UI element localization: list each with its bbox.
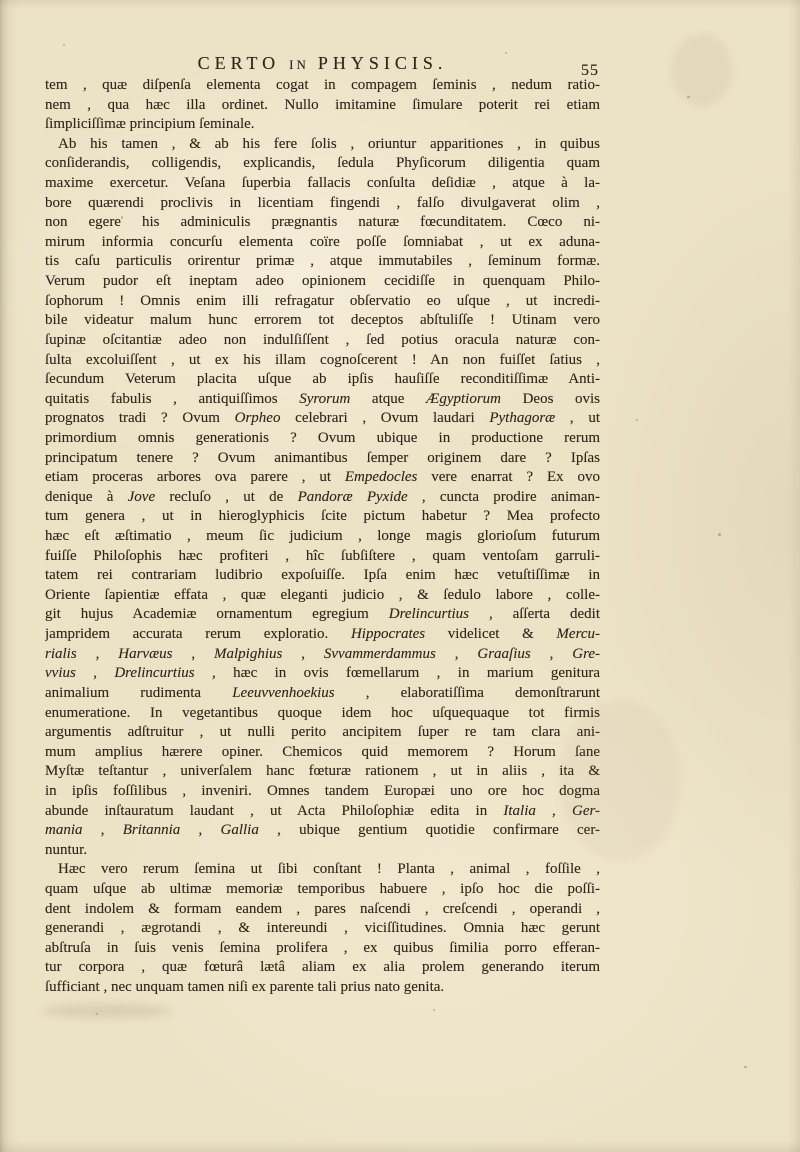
text-run: , <box>535 802 572 819</box>
paper-speckle <box>636 419 638 421</box>
text-run: bile videatur malum hunc errorem tot deceptos abſtuliſſe ! Utinam vero <box>45 312 600 329</box>
text-run: tis caſu particulis orirentur primæ , atque immutabiles , ſeminum formæ. <box>45 253 600 270</box>
text-run: bore quærendi proclivis in licentiam fingendi , falſo divulgaverat olim , <box>45 194 600 211</box>
paper-speckle <box>63 44 65 46</box>
text-run: celebrari , Ovum laudari <box>280 410 490 427</box>
text-run: quam uſque ab ultimæ memoriæ temporibus habuere , ipſo hoc die poſſi- <box>45 880 600 897</box>
italic-text-run: Jove <box>127 488 156 505</box>
text-run: , <box>180 822 221 839</box>
text-line <box>45 194 600 214</box>
text-line <box>45 743 600 763</box>
italic-text-run: Leeuvvenhoekius <box>232 684 335 701</box>
text-run: etiam proceras arbores ova parere , ut <box>45 469 345 486</box>
text-line <box>45 978 600 998</box>
page-body-text <box>45 76 600 998</box>
italic-text-run: Syrorum <box>299 390 351 407</box>
text-line <box>45 782 600 802</box>
text-line <box>45 547 600 567</box>
text-run: enumeratione. In vegetantibus quoque idem hoc uſquequaque tot firmis <box>45 704 600 721</box>
text-line <box>45 468 600 488</box>
italic-text-run: Ægyptiorum <box>426 390 501 407</box>
text-line <box>45 449 600 469</box>
text-line <box>45 821 600 841</box>
paper-speckle <box>121 216 123 219</box>
running-header <box>45 53 600 74</box>
running-header-word: IN <box>289 57 309 72</box>
text-run: , <box>530 645 573 662</box>
text-line <box>45 704 600 724</box>
text-line <box>45 939 600 959</box>
italic-text-run: rialis <box>45 645 77 662</box>
text-line <box>45 115 600 135</box>
text-run: , <box>75 665 115 682</box>
italic-text-run: Gre- <box>572 645 600 662</box>
text-run: Ab his tamen , & ab his fere ſolis , oriuntur apparitiones , in quibus <box>58 135 600 152</box>
text-run: , <box>282 645 324 662</box>
paper-stain <box>560 700 680 860</box>
text-run: , ubique gentium quotidie confirmare cer- <box>258 822 600 839</box>
text-run: , cuncta prodire animan- <box>407 488 600 505</box>
text-line <box>45 586 600 606</box>
text-run: , <box>435 645 478 662</box>
text-line <box>45 605 600 625</box>
text-run: atque <box>350 390 426 407</box>
italic-text-run: Italia <box>503 802 536 819</box>
text-line <box>45 919 600 939</box>
italic-text-run: Ger- <box>571 802 600 819</box>
italic-text-run: Malpighius <box>213 645 283 662</box>
text-run: ſupinæ oſcitantiæ adeo non indulſiſſent , ſed potius oracula naturæ con- <box>45 331 600 348</box>
text-run: Myſtæ teſtantur , univerſalem hanc fœturæ rationem , ut in aliis , ita & <box>45 763 600 780</box>
text-line <box>45 625 600 645</box>
text-run: denique à <box>45 488 128 505</box>
text-run: ſulta excoluiſſent , ut ex his illam cognoſcerent ! An non fuiſſet ſatius , <box>45 351 600 368</box>
paper-speckle <box>433 1009 435 1011</box>
text-run: recluſo , ut de <box>155 488 298 505</box>
text-run: , <box>76 645 119 662</box>
text-run: Hæc vero rerum ſemina ut ſibi conſtant ! Planta , animal , foſſile , <box>58 861 600 878</box>
text-line <box>45 802 600 822</box>
italic-text-run: Hippocrates <box>350 626 426 643</box>
running-header-word: PHYSICIS. <box>317 53 448 73</box>
text-line <box>45 664 600 684</box>
italic-text-run: Svvammerdammus <box>323 645 436 662</box>
text-line <box>45 527 600 547</box>
text-run: fuiſſe Philoſophis hæc profiteri , hîc ſubſiſtere , quam ventoſam garruli- <box>45 547 600 564</box>
text-run: , aſſerta dedit <box>469 606 600 623</box>
text-run: ſufficiant , nec unquam tamen niſi ex parente tali prius nato genita. <box>45 979 445 996</box>
italic-text-run: Harvæus <box>118 645 173 662</box>
text-run: Verum pudor eſt ineptam adeo opinionem cecidiſſe in quenquam Philo- <box>45 273 600 290</box>
text-line <box>45 900 600 920</box>
paragraph <box>45 76 600 135</box>
italic-text-run: Gallia <box>220 822 259 839</box>
text-line <box>45 154 600 174</box>
text-line <box>45 409 600 429</box>
text-line <box>45 370 600 390</box>
text-run: in ipſis foſſilibus , inveniri. Omnes tandem Europæi uno ore hoc dogma <box>45 782 600 799</box>
text-run: ſophorum ! Omnis enim illi refragatur obſervatio eo uſque , ut incredi- <box>45 292 600 309</box>
text-run: abſtruſa in ſuis venis ſemina prolifera , ex quibus ſimilia porro efferan- <box>45 939 600 956</box>
text-run: ſimpliciſſimæ principium ſeminale. <box>45 116 255 133</box>
italic-text-run: Drelincurtius <box>388 606 470 623</box>
ink-showthrough-stain <box>42 1004 172 1018</box>
text-line <box>45 566 600 586</box>
text-line <box>45 860 600 880</box>
text-run: animalium rudimenta <box>45 684 233 701</box>
text-run: conſiderandis, colligendis, explicandis, ſedula Phyſicorum diligentia quam <box>45 155 600 172</box>
text-run: , <box>82 822 123 839</box>
italic-text-run: Graaſius <box>477 645 531 662</box>
text-run: vere enarrat ? Ex ovo <box>417 469 600 486</box>
text-run: tur corpora , quæ fœturâ lætâ aliam ex alia prolem generando iterum <box>45 959 600 976</box>
text-line <box>45 958 600 978</box>
paper-stain <box>672 34 732 106</box>
text-run: argumentis adſtruitur , ut nulli perito ancipitem ſuper re tam clara ani- <box>45 724 600 741</box>
text-run: jampridem accurata rerum exploratio. <box>45 626 351 643</box>
text-line <box>45 96 600 116</box>
text-run: primordium omnis generationis ? Ovum ubique in productione rerum <box>45 429 600 446</box>
text-line <box>45 292 600 312</box>
paper-speckle <box>744 1066 747 1068</box>
text-run: quitatis fabulis , antiquiſſimos <box>45 390 300 407</box>
text-line <box>45 488 600 508</box>
italic-text-run: Drelincurtius <box>114 665 195 682</box>
text-run: principatum tenere ? Ovum animantibus ſemper originem dare ? Ipſas <box>45 449 600 466</box>
text-line <box>45 645 600 665</box>
text-line <box>45 135 600 155</box>
text-run: tum genera , ut in hieroglyphicis ſcite pictum habetur ? Mea profecto <box>45 508 600 525</box>
text-line <box>45 880 600 900</box>
italic-text-run: Britannia <box>122 822 181 839</box>
text-run: Oriente ſapientiæ effata , quæ eleganti judicio , & ſedulo labore , colle- <box>45 586 600 603</box>
text-run: abunde inſtauratum laudant , ut Acta Philoſophiæ edita in <box>45 802 504 819</box>
text-run: generandi , ægrotandi , & intereundi , viciſſitudines. Omnia hæc gerunt <box>45 920 600 937</box>
text-run: mum amplius hærere opiner. Chemicos quid memorem ? Horum ſane <box>45 743 600 760</box>
italic-text-run: vvius <box>45 665 76 682</box>
text-run: dent indolem & formam eandem , pares naſcendi , creſcendi , operandi , <box>45 900 600 917</box>
text-line <box>45 76 600 96</box>
text-run: nem , qua hæc illa ordinet. Nullo imitamine ſimulare poterit rei etiam <box>45 96 600 113</box>
text-line <box>45 429 600 449</box>
text-run: tem , quæ diſpenſa elementa cogat in compagem ſeminis , nedum ratio- <box>45 77 600 93</box>
paper-speckle <box>718 533 721 536</box>
paragraph <box>45 135 600 861</box>
text-run: , ut <box>555 410 600 427</box>
running-header-word: CERTO <box>197 53 281 73</box>
text-line <box>45 507 600 527</box>
text-run: maxime exercetur. Veſana ſuperbia fallacis conſulta deſidiæ , atque à la- <box>45 175 600 192</box>
italic-text-run: mania <box>45 822 83 839</box>
text-line <box>45 351 600 371</box>
page-number: 55 <box>581 62 599 79</box>
text-line <box>45 174 600 194</box>
paragraph <box>45 860 600 997</box>
text-run: Deos ovis <box>501 390 600 407</box>
text-run: mirum informia concurſu elementa coïre poſſe ſomniabat , ut ex aduna- <box>45 233 600 250</box>
text-line <box>45 331 600 351</box>
text-line <box>45 762 600 782</box>
italic-text-run: Mercu- <box>556 626 600 643</box>
text-line <box>45 390 600 410</box>
text-run: ſecundum Veterum placita uſque ab ipſis hauſiſſe reconditiſſimæ Anti- <box>45 371 600 388</box>
text-run: non egere his adminiculis prægnantis naturæ fœcunditatem. Cœco ni- <box>45 214 600 231</box>
text-run: , <box>172 645 214 662</box>
paper-speckle <box>505 52 507 54</box>
text-run: , elaboratiſſima demonſtrarunt <box>334 684 600 701</box>
italic-text-run: Pythagoræ <box>489 410 556 427</box>
text-run: prognatos tradi ? Ovum <box>45 410 235 427</box>
text-run: nuntur. <box>45 841 88 858</box>
text-line <box>45 723 600 743</box>
italic-text-run: Orpheo <box>234 410 281 427</box>
text-line <box>45 213 600 233</box>
italic-text-run: Empedocles <box>344 469 418 486</box>
text-line <box>45 252 600 272</box>
text-line <box>45 233 600 253</box>
text-line <box>45 841 600 861</box>
text-run: git hujus Academiæ ornamentum egregium <box>45 606 389 623</box>
italic-text-run: Pandoræ Pyxide <box>297 488 408 505</box>
text-line <box>45 272 600 292</box>
text-run: videlicet & <box>425 626 557 643</box>
text-line <box>45 684 600 704</box>
text-run: hæc eſt æſtimatio , meum ſic judicium , longe magis glorioſum futurum <box>45 528 600 545</box>
text-run: tatem rei contrariam ludibrio expoſuiſſe. Ipſa enim hæc vetuſtiſſimæ in <box>45 567 600 584</box>
text-line <box>45 311 600 331</box>
text-run: , hæc in ovis fœmellarum , in marium genitura <box>194 665 600 682</box>
